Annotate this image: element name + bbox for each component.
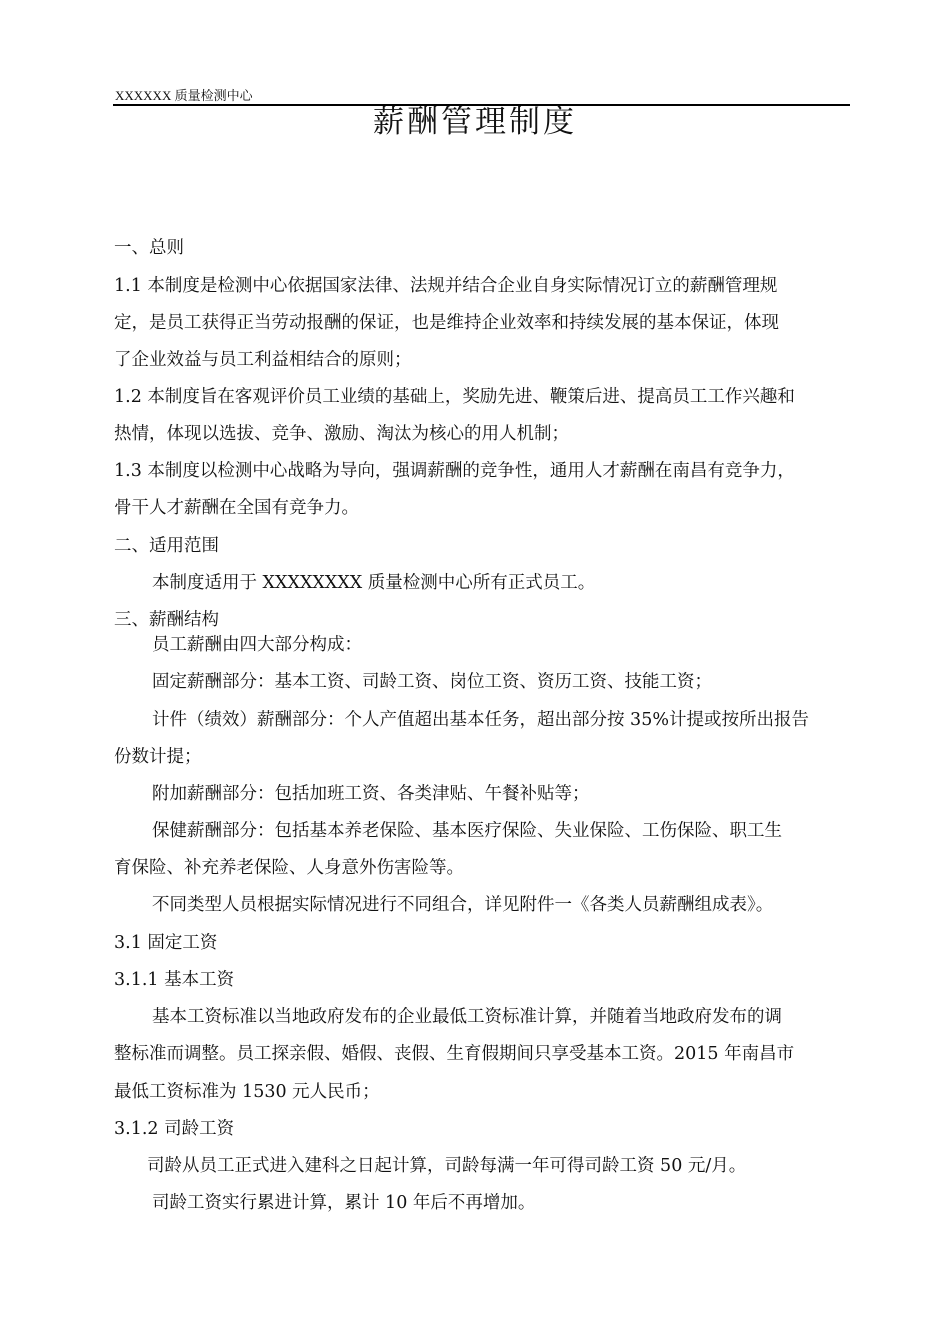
- paragraph-line: 员工薪酬由四大部分构成：: [152, 635, 362, 655]
- paragraph-line: 基本工资标准以当地政府发布的企业最低工资标准计算，并随着当地政府发布的调: [152, 1007, 782, 1027]
- paragraph-line: 定，是员工获得正当劳动报酬的保证，也是维持企业效率和持续发展的基本保证，体现: [114, 313, 779, 333]
- paragraph-line: 附加薪酬部分：包括加班工资、各类津贴、午餐补贴等；: [152, 784, 590, 804]
- paragraph-line: 最低工资标准为 1530 元人民币；: [114, 1082, 380, 1102]
- paragraph-line: 了企业效益与员工利益相结合的原则；: [114, 350, 412, 370]
- paragraph-line: 份数计提；: [114, 747, 202, 767]
- paragraph-line: 1.1 本制度是检测中心依据国家法律、法规并结合企业自身实际情况订立的薪酬管理规: [114, 276, 778, 296]
- subsection-heading: 3.1 固定工资: [114, 933, 218, 953]
- subsection-heading: 3.1.2 司龄工资: [114, 1119, 235, 1139]
- section-heading: 一、总则: [114, 238, 184, 258]
- paragraph-line: 计件（绩效）薪酬部分：个人产值超出基本任务，超出部分按 35%计提或按所出报告: [152, 710, 809, 730]
- section-heading: 二、适用范围: [114, 536, 219, 556]
- paragraph-line: 保健薪酬部分：包括基本养老保险、基本医疗保险、失业保险、工伤保险、职工生: [152, 821, 782, 841]
- paragraph-line: 1.2 本制度旨在客观评价员工业绩的基础上，奖励先进、鞭策后进、提高员工工作兴趣和: [114, 387, 795, 407]
- document-title: 薪酬管理制度: [373, 104, 577, 140]
- paragraph-line: 不同类型人员根据实际情况进行不同组合，详见附件一《各类人员薪酬组成表》。: [152, 895, 774, 915]
- header-org-name: XXXXXX 质量检测中心: [115, 88, 253, 103]
- section-heading: 三、薪酬结构: [114, 610, 219, 630]
- subsection-heading: 3.1.1 基本工资: [114, 970, 235, 990]
- paragraph-line: 司龄工资实行累进计算，累计 10 年后不再增加。: [152, 1193, 536, 1213]
- paragraph-line: 整标准而调整。员工探亲假、婚假、丧假、生育假期间只享受基本工资。2015 年南昌市: [114, 1044, 795, 1064]
- paragraph-line: 司龄从员工正式进入建科之日起计算，司龄每满一年可得司龄工资 50 元/月。: [147, 1156, 747, 1176]
- paragraph-line: 固定薪酬部分：基本工资、司龄工资、岗位工资、资历工资、技能工资；: [152, 672, 712, 692]
- paragraph-line: 骨干人才薪酬在全国有竞争力。: [114, 498, 359, 518]
- paragraph-line: 1.3 本制度以检测中心战略为导向，强调薪酬的竞争性，通用人才薪酬在南昌有竞争力，: [114, 461, 795, 481]
- paragraph-line: 热情，体现以选拔、竞争、激励、淘汰为核心的用人机制；: [114, 424, 569, 444]
- paragraph-line: 本制度适用于 XXXXXXXX 质量检测中心所有正式员工。: [152, 573, 596, 593]
- paragraph-line: 育保险、补充养老保险、人身意外伤害险等。: [114, 858, 464, 878]
